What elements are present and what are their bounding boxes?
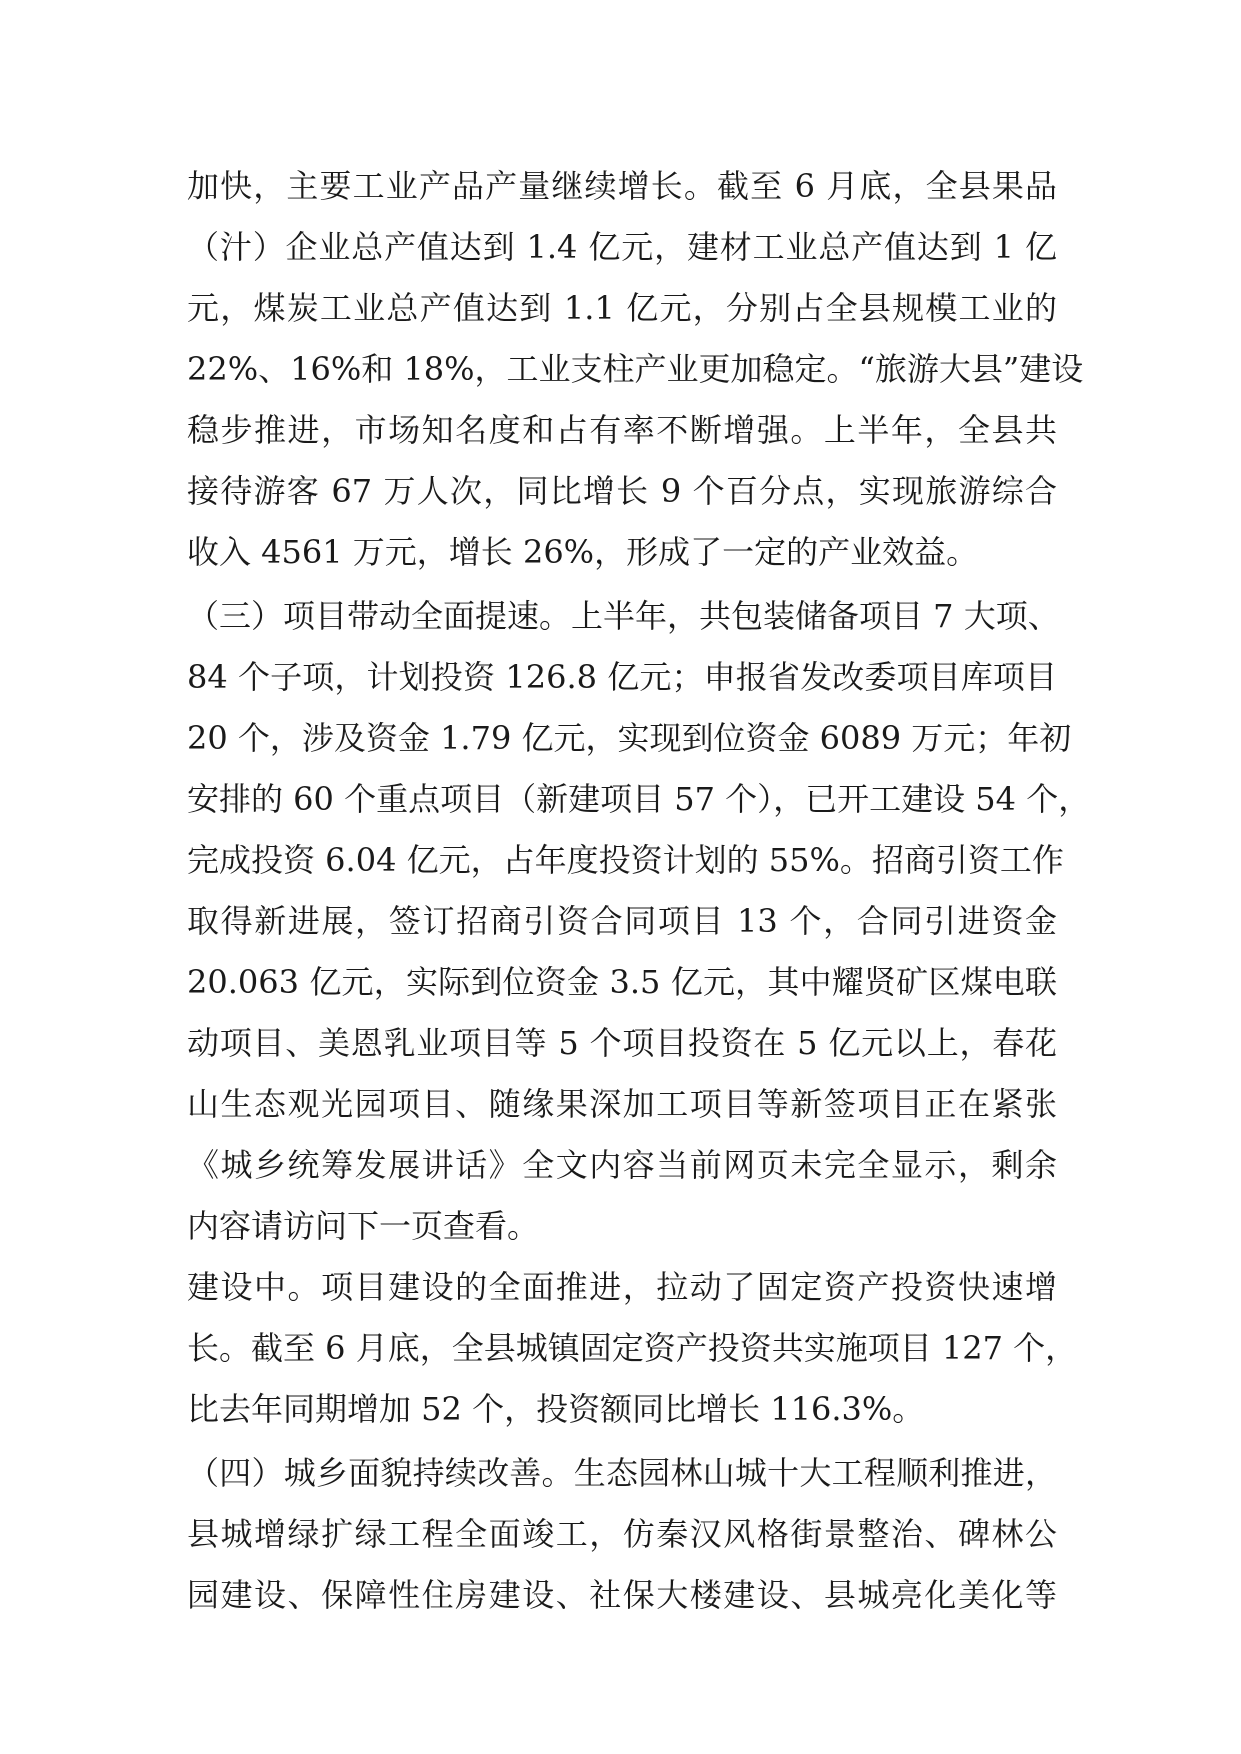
text-line: 比去年同期增加 52 个，投资额同比增长 116.3%。 [187,1390,925,1428]
text-line: 山生态观光园项目、随缘果深加工项目等新签项目正在紧张 [187,1085,1057,1123]
text-line: 稳步推进，市场知名度和占有率不断增强。上半年，全县共 [187,411,1057,449]
text-line: 收入 4561 万元，增长 26%，形成了一定的产业效益。 [187,533,979,571]
text-line: 取得新进展，签订招商引资合同项目 13 个，合同引进资金 [187,902,1057,940]
text-line: 建设中。项目建设的全面推进，拉动了固定资产投资快速增 [187,1268,1057,1306]
text-line: 元，煤炭工业总产值达到 1.1 亿元，分别占全县规模工业的 [187,289,1057,327]
text-line: 县城增绿扩绿工程全面竣工，仿秦汉风格街景整治、碑林公 [187,1515,1057,1553]
text-line: （汁）企业总产值达到 1.4 亿元，建材工业总产值达到 1 亿 [187,228,1057,266]
text-line: 加快，主要工业产品产量继续增长。截至 6 月底，全县果品 [187,167,1057,205]
text-line: 安排的 60 个重点项目（新建项目 57 个），已开工建设 54 个， [187,780,1091,818]
text-line: 84 个子项，计划投资 126.8 亿元；申报省发改委项目库项目 [187,658,1057,696]
text-line: 22%、16%和 18%，工业支柱产业更加稳定。“旅游大县”建设 [187,350,1084,388]
text-line: （四）城乡面貌持续改善。生态园林山城十大工程顺利推进， [187,1454,1057,1492]
text-line: 接待游客 67 万人次，同比增长 9 个百分点，实现旅游综合 [187,472,1057,510]
text-line: （三）项目带动全面提速。上半年，共包装储备项目 7 大项、 [187,597,1060,635]
text-line: 完成投资 6.04 亿元，占年度投资计划的 55%。招商引资工作 [187,841,1064,879]
text-line: 园建设、保障性住房建设、社保大楼建设、县城亮化美化等 [187,1576,1057,1614]
document-body [187,156,1091,1626]
text-line: 动项目、美恩乳业项目等 5 个项目投资在 5 亿元以上，春花 [187,1024,1057,1062]
text-line: 20 个，涉及资金 1.79 亿元，实现到位资金 6089 万元；年初 [187,719,1072,757]
truncation-notice-line: 内容请访问下一页查看。 [187,1207,540,1245]
truncation-notice-line: 《城乡统筹发展讲话》全文内容当前网页未完全显示，剩余 [187,1146,1057,1184]
text-line: 20.063 亿元，实际到位资金 3.5 亿元，其中耀贤矿区煤电联 [187,963,1057,1001]
text-line: 长。截至 6 月底，全县城镇固定资产投资共实施项目 127 个， [187,1329,1078,1367]
